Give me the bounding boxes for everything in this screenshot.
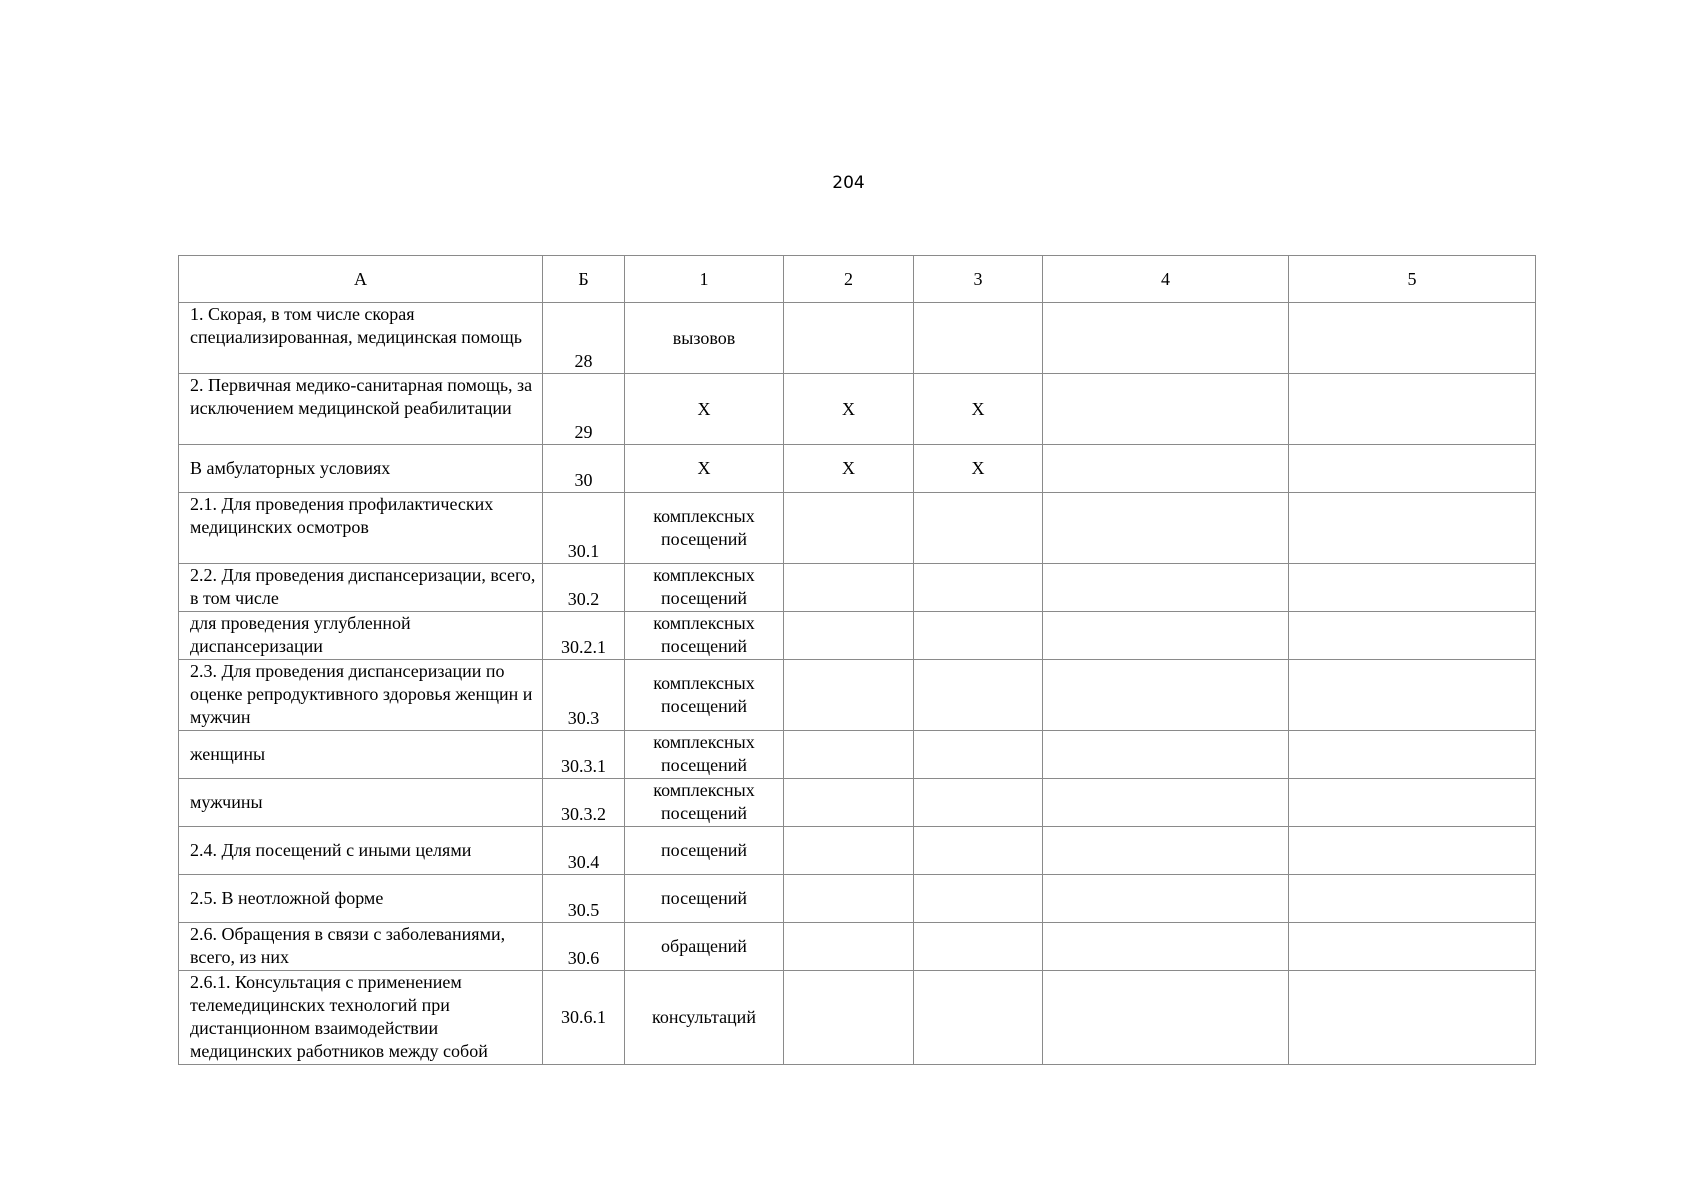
column-header-a: А: [179, 256, 543, 303]
value-cell-5: [1289, 923, 1536, 971]
table-row: [179, 779, 1536, 827]
unit-cell: посещений: [625, 875, 784, 923]
row-code: 30.4: [567, 852, 600, 872]
unit-cell: комплексных посещений: [625, 612, 784, 660]
value-cell-2: [784, 660, 914, 731]
value-cell-3: Х: [914, 374, 1043, 445]
value-cell-3: [914, 493, 1043, 564]
row-code: 30.3: [567, 708, 600, 728]
value-cell-2: [784, 971, 914, 1065]
value-cell-3: [914, 612, 1043, 660]
row-code: 30.6.1: [561, 1007, 606, 1027]
row-code-cell: [543, 564, 625, 612]
row-name-cell: мужчины: [179, 779, 543, 827]
value-cell-2: [784, 827, 914, 875]
row-name-cell: 2.1. Для проведения профилактических медицинских осмотров: [179, 493, 543, 564]
row-name-cell: В амбулаторных условиях: [179, 445, 543, 493]
table-row: [179, 612, 1536, 660]
unit-cell: комплексных посещений: [625, 779, 784, 827]
row-name-cell: 2.6. Обращения в связи с заболеваниями, всего, из них: [179, 923, 543, 971]
row-code: 30.3.1: [561, 756, 606, 776]
column-header-3: 3: [914, 256, 1043, 303]
value-cell-2: [784, 303, 914, 374]
unit-cell: консультаций: [625, 971, 784, 1065]
value-cell-4: [1043, 779, 1289, 827]
table-row: [179, 923, 1536, 971]
value-cell-2: [784, 779, 914, 827]
unit-cell: комплексных посещений: [625, 731, 784, 779]
value-cell-2: [784, 731, 914, 779]
value-cell-5: [1289, 827, 1536, 875]
value-cell-3: [914, 971, 1043, 1065]
value-cell-4: [1043, 564, 1289, 612]
column-header-4: 4: [1043, 256, 1289, 303]
row-code: 29: [574, 422, 593, 442]
value-cell-4: [1043, 827, 1289, 875]
value-cell-4: [1043, 612, 1289, 660]
row-code: 30.5: [567, 900, 600, 920]
table-row: [179, 374, 1536, 445]
value-cell-2: Х: [784, 445, 914, 493]
column-header-1: 1: [625, 256, 784, 303]
row-code: 30.2.1: [561, 637, 606, 657]
value-cell-2: [784, 612, 914, 660]
value-cell-5: [1289, 374, 1536, 445]
table-row: [179, 660, 1536, 731]
value-cell-4: [1043, 923, 1289, 971]
row-code-cell: [543, 493, 625, 564]
row-code-cell: [543, 779, 625, 827]
unit-cell: посещений: [625, 827, 784, 875]
row-code-cell: [543, 612, 625, 660]
table-row: [179, 827, 1536, 875]
value-cell-4: [1043, 875, 1289, 923]
value-cell-3: [914, 779, 1043, 827]
row-code: 30.2: [567, 589, 600, 609]
row-code-cell: [543, 445, 625, 493]
table-row: [179, 971, 1536, 1065]
row-name-cell: для проведения углубленной диспансеризации: [179, 612, 543, 660]
value-cell-2: Х: [784, 374, 914, 445]
unit-cell: обращений: [625, 923, 784, 971]
value-cell-4: [1043, 303, 1289, 374]
table-row: [179, 493, 1536, 564]
value-cell-4: [1043, 374, 1289, 445]
row-name-cell: 1. Скорая, в том числе скорая специализированная, медицинская помощь: [179, 303, 543, 374]
unit-cell: комплексных посещений: [625, 564, 784, 612]
value-cell-3: Х: [914, 445, 1043, 493]
value-cell-4: [1043, 971, 1289, 1065]
row-code-cell: [543, 971, 625, 1065]
row-code-cell: [543, 303, 625, 374]
value-cell-5: [1289, 660, 1536, 731]
value-cell-3: [914, 731, 1043, 779]
value-cell-5: [1289, 493, 1536, 564]
value-cell-4: [1043, 493, 1289, 564]
row-code: 30.6: [567, 948, 600, 968]
value-cell-5: [1289, 612, 1536, 660]
value-cell-2: [784, 923, 914, 971]
unit-cell: вызовов: [625, 303, 784, 374]
value-cell-3: [914, 923, 1043, 971]
value-cell-4: [1043, 660, 1289, 731]
page-number: 204: [832, 173, 865, 193]
value-cell-4: [1043, 445, 1289, 493]
value-cell-4: [1043, 731, 1289, 779]
row-code-cell: [543, 660, 625, 731]
column-header-2: 2: [784, 256, 914, 303]
row-name-cell: женщины: [179, 731, 543, 779]
row-code-cell: [543, 923, 625, 971]
table-row: [179, 303, 1536, 374]
value-cell-3: [914, 875, 1043, 923]
table-row: [179, 445, 1536, 493]
value-cell-5: [1289, 445, 1536, 493]
value-cell-3: [914, 564, 1043, 612]
row-code-cell: [543, 374, 625, 445]
row-name-cell: 2.6.1. Консультация с применением телемедицинских технологий при дистанционном взаимодействии медицинских работников между собой: [179, 971, 543, 1065]
unit-cell: Х: [625, 445, 784, 493]
value-cell-3: [914, 303, 1043, 374]
value-cell-5: [1289, 971, 1536, 1065]
value-cell-2: [784, 493, 914, 564]
row-code: 30: [574, 470, 593, 490]
value-cell-5: [1289, 731, 1536, 779]
row-name-cell: 2.5. В неотложной форме: [179, 875, 543, 923]
value-cell-5: [1289, 564, 1536, 612]
value-cell-5: [1289, 875, 1536, 923]
value-cell-2: [784, 875, 914, 923]
data-table: [178, 255, 1536, 1065]
row-code-cell: [543, 875, 625, 923]
value-cell-5: [1289, 779, 1536, 827]
row-name-cell: 2.4. Для посещений с иными целями: [179, 827, 543, 875]
table-row: [179, 875, 1536, 923]
unit-cell: Х: [625, 374, 784, 445]
table-row: [179, 564, 1536, 612]
row-code: 30.3.2: [561, 804, 606, 824]
row-code: 28: [574, 351, 593, 371]
row-name-cell: 2.2. Для проведения диспансеризации, всего, в том числе: [179, 564, 543, 612]
value-cell-5: [1289, 303, 1536, 374]
row-name-cell: 2. Первичная медико-санитарная помощь, за исключением медицинской реабилитации: [179, 374, 543, 445]
unit-cell: комплексных посещений: [625, 493, 784, 564]
unit-cell: комплексных посещений: [625, 660, 784, 731]
column-header-b: Б: [543, 256, 625, 303]
table-header-row: [179, 256, 1536, 303]
value-cell-3: [914, 827, 1043, 875]
column-header-5: 5: [1289, 256, 1536, 303]
row-code: 30.1: [567, 541, 600, 561]
value-cell-2: [784, 564, 914, 612]
row-code-cell: [543, 827, 625, 875]
row-name-cell: 2.3. Для проведения диспансеризации по оценке репродуктивного здоровья женщин и мужчин: [179, 660, 543, 731]
value-cell-3: [914, 660, 1043, 731]
row-code-cell: [543, 731, 625, 779]
table-row: [179, 731, 1536, 779]
